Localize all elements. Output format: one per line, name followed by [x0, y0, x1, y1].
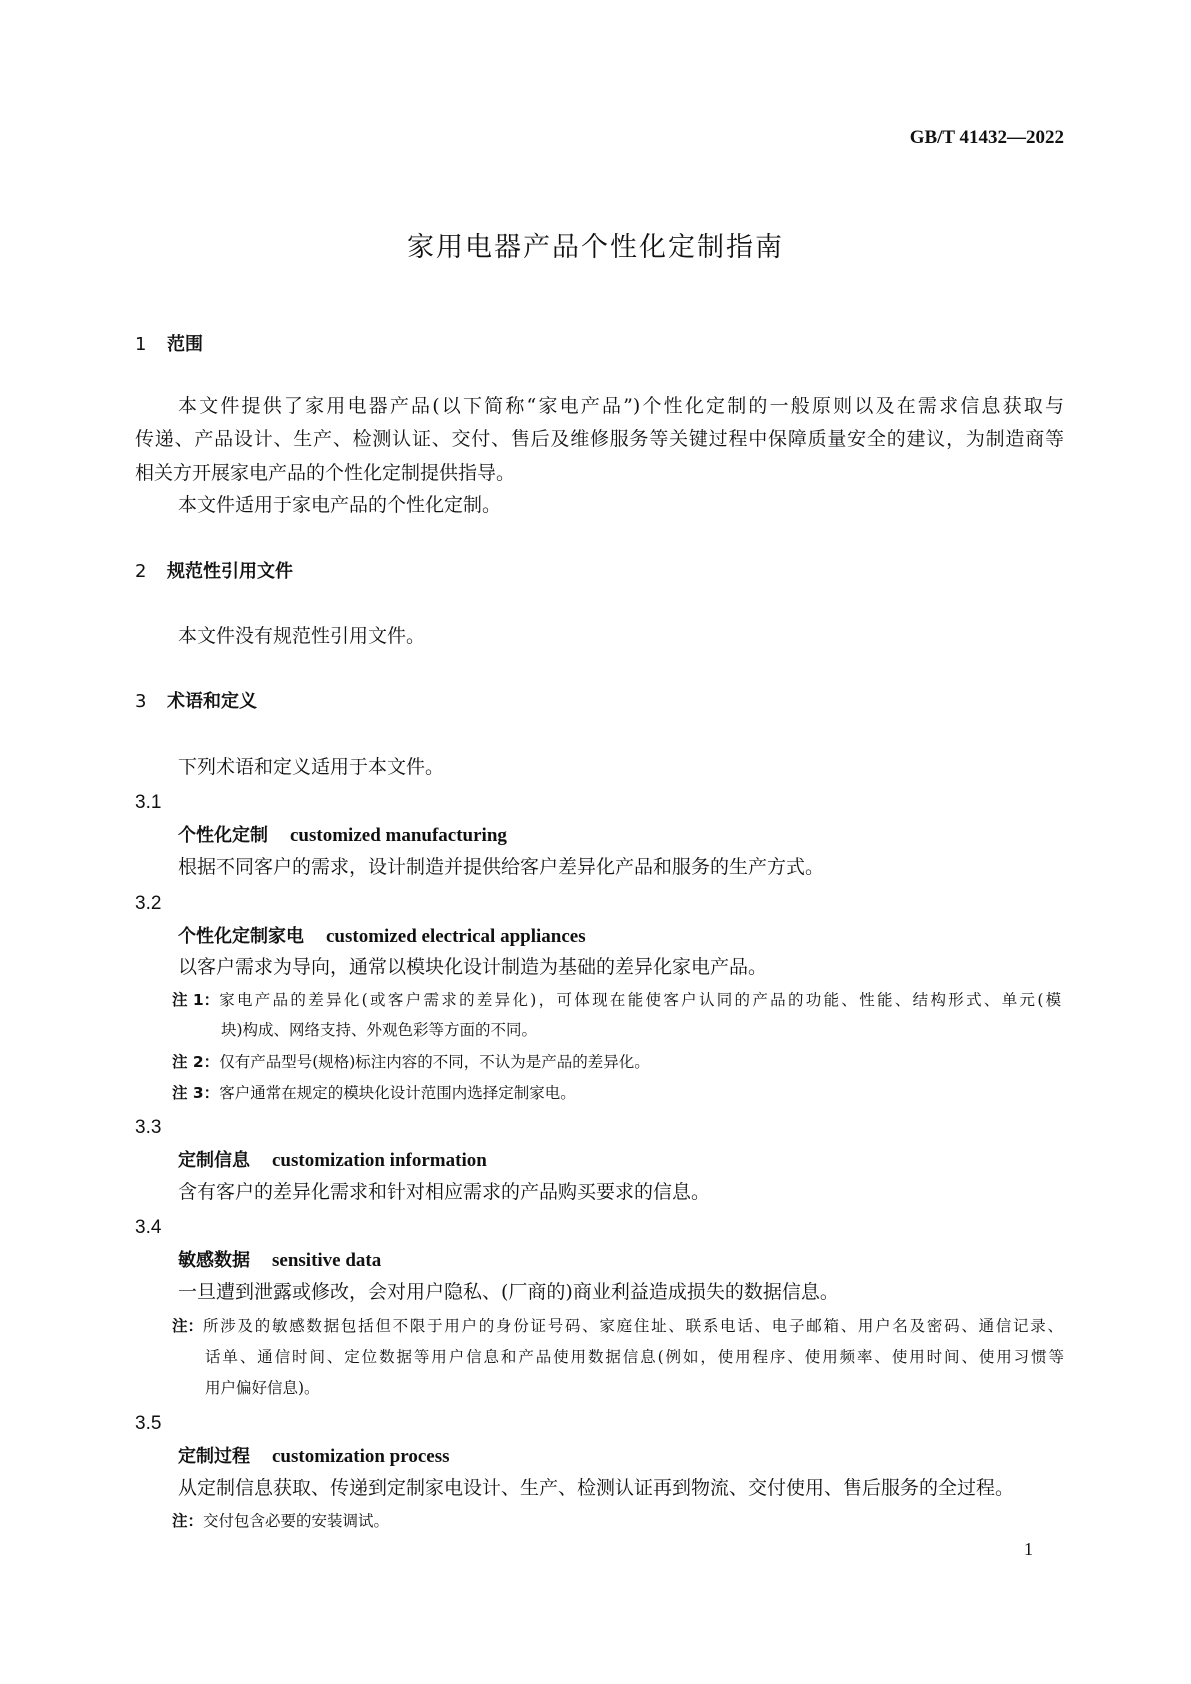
term-definition: 从定制信息获取、传递到定制家电设计、生产、检测认证再到物流、交付使用、售后服务的全过程。: [178, 1477, 1015, 1499]
section-number: 2: [135, 561, 147, 582]
term-zh: 个性化定制家电: [178, 926, 304, 947]
note-text: 客户通常在规定的模块化设计范围内选择定制家电。: [219, 1084, 576, 1102]
note-continuation: 话单、通信时间、定位数据等用户信息和产品使用数据信息(例如，使用程序、使用频率、使用时间、使用习惯等: [205, 1348, 1064, 1366]
term-number: 3.3: [135, 1117, 162, 1138]
term-zh: 敏感数据: [178, 1250, 250, 1271]
term-number: 3.5: [135, 1413, 162, 1434]
scope-paragraph-line: 传递、产品设计、生产、检测认证、交付、售后及维修服务等关键过程中保障质量安全的建议，为制造商等: [135, 428, 1064, 450]
note-text: 所涉及的敏感数据包括但不限于用户的身份证号码、家庭住址、联系电话、电子邮箱、用户名及密码、通信记录、: [203, 1317, 1064, 1335]
standard-code: GB/T 41432—2022: [909, 127, 1064, 148]
scope-paragraph-line: 相关方开展家电产品的个性化定制提供指导。: [135, 462, 516, 484]
term-zh: 定制过程: [178, 1446, 250, 1467]
scope-paragraph-line: 本文件提供了家用电器产品(以下简称“家电产品”)个性化定制的一般原则以及在需求信息获取与: [178, 395, 1064, 417]
section-title: 范围: [167, 334, 203, 355]
term-number: 3.1: [135, 792, 162, 813]
term-definition: 一旦遭到泄露或修改，会对用户隐私、(厂商的)商业利益造成损失的数据信息。: [178, 1281, 839, 1303]
term-zh: 个性化定制: [178, 825, 268, 846]
note-label: 注 1：: [172, 991, 220, 1009]
note-1: [172, 993, 1061, 1009]
section-1-heading: [135, 336, 203, 354]
term-heading: [178, 1151, 487, 1170]
section-3-heading: [135, 693, 257, 711]
note-2: [172, 1055, 650, 1071]
note-continuation: 用户偏好信息)。: [205, 1379, 320, 1397]
term-en: customization process: [272, 1446, 450, 1467]
note-3: [172, 1086, 576, 1102]
term-heading: [178, 1447, 450, 1466]
note-label: 注：: [172, 1512, 204, 1530]
term-en: customized electrical appliances: [326, 926, 586, 947]
note-text: 家电产品的差异化(或客户需求的差异化)，可体现在能使客户认同的产品的功能、性能、结构形式、单元(模: [219, 991, 1062, 1009]
note-1-continuation: 块)构成、网络支持、外观色彩等方面的不同。: [221, 1021, 538, 1039]
term-en: sensitive data: [272, 1250, 382, 1271]
note: [172, 1514, 389, 1530]
scope-paragraph-2: 本文件适用于家电产品的个性化定制。: [178, 494, 502, 516]
document-title: 家用电器产品个性化定制指南: [407, 232, 784, 263]
section-number: 1: [135, 334, 147, 355]
term-heading: [178, 826, 507, 845]
note-label: 注：: [172, 1317, 204, 1335]
page-number: 1: [1024, 1539, 1033, 1559]
section-title: 规范性引用文件: [167, 561, 293, 582]
terms-intro: 下列术语和定义适用于本文件。: [178, 756, 445, 778]
term-zh: 定制信息: [178, 1150, 250, 1171]
note-text: 仅有产品型号(规格)标注内容的不同，不认为是产品的差异化。: [219, 1053, 650, 1071]
section-2-heading: [135, 563, 293, 581]
note-label: 注 2：: [172, 1053, 220, 1071]
term-en: customization information: [272, 1150, 487, 1171]
term-number: 3.2: [135, 893, 162, 914]
term-definition: 含有客户的差异化需求和针对相应需求的产品购买要求的信息。: [178, 1181, 711, 1203]
section-title: 术语和定义: [167, 691, 257, 712]
term-number: 3.4: [135, 1217, 162, 1238]
note: [172, 1319, 1063, 1335]
note-text: 交付包含必要的安装调试。: [203, 1512, 390, 1530]
term-heading: [178, 927, 586, 946]
term-definition: 根据不同客户的需求，设计制造并提供给客户差异化产品和服务的生产方式。: [178, 856, 825, 878]
section-number: 3: [135, 691, 147, 712]
term-heading: [178, 1251, 381, 1270]
note-label: 注 3：: [172, 1084, 220, 1102]
term-en: customized manufacturing: [290, 825, 507, 846]
normative-references-text: 本文件没有规范性引用文件。: [178, 625, 426, 647]
term-definition: 以客户需求为导向，通常以模块化设计制造为基础的差异化家电产品。: [178, 956, 768, 978]
